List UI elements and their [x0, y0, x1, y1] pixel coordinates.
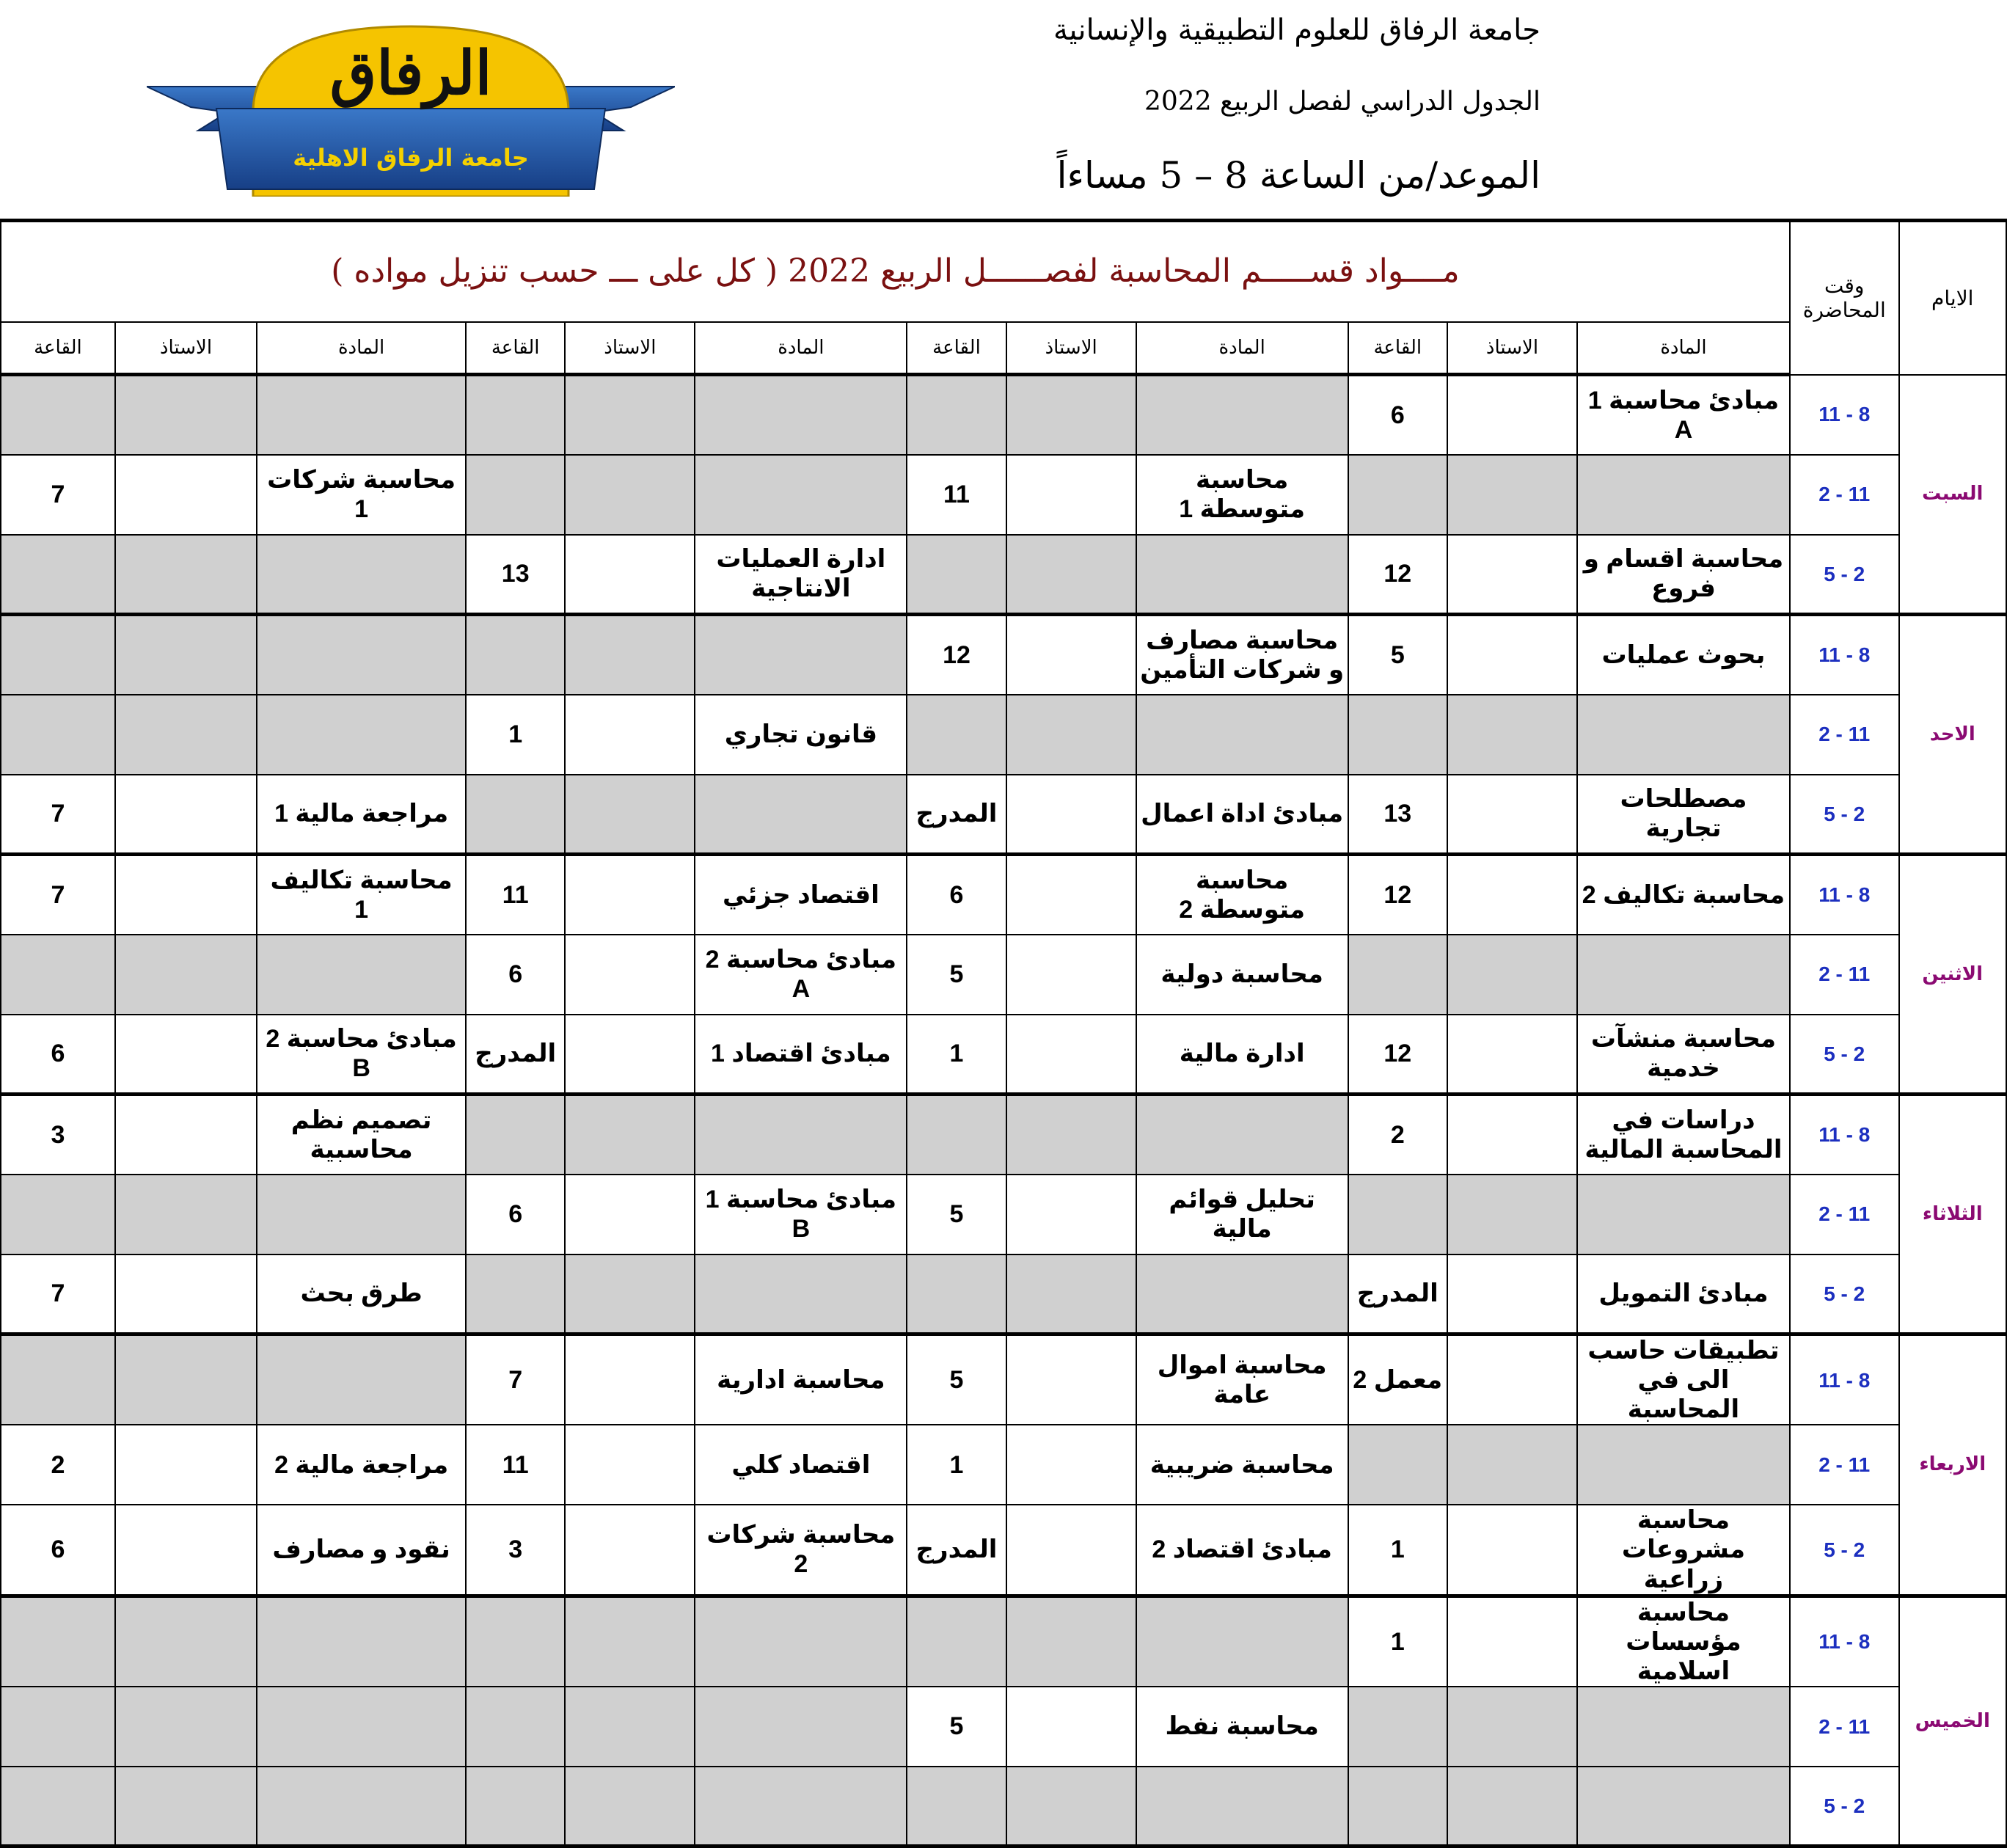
- subject-cell: [695, 1095, 907, 1175]
- teacher-cell: [115, 695, 257, 775]
- subject-cell: [1136, 1095, 1348, 1175]
- subject-cell: [1577, 1425, 1790, 1505]
- time-slot: 11 - 2: [1790, 695, 1899, 775]
- room-header: القاعة: [1, 322, 115, 375]
- teacher-cell: [1006, 855, 1136, 935]
- room-cell: [466, 455, 565, 535]
- teacher-cell: [1006, 1334, 1136, 1425]
- room-cell: المدرج: [907, 775, 1006, 855]
- schedule-row: [1, 1767, 2006, 1847]
- schedule-row: [1, 1687, 2006, 1767]
- subject-cell: تصميم نظم محاسبية: [257, 1095, 466, 1175]
- room-cell: [907, 1767, 1006, 1847]
- teacher-cell: [115, 855, 257, 935]
- teacher-cell: [1006, 375, 1136, 455]
- teacher-cell: [1447, 1254, 1577, 1334]
- subject-cell: [257, 695, 466, 775]
- subject-header: المادة: [257, 322, 466, 375]
- subject-cell: طرق بحث: [257, 1254, 466, 1334]
- subject-cell: [257, 935, 466, 1015]
- teacher-header: الاستاذ: [1006, 322, 1136, 375]
- subject-cell: محاسبة اموال عامة: [1136, 1334, 1348, 1425]
- room-cell: 6: [466, 935, 565, 1015]
- teacher-cell: [115, 1505, 257, 1596]
- schedule-row: [1, 455, 2006, 535]
- room-cell: 1: [907, 1425, 1006, 1505]
- subject-cell: محاسبة نفط: [1136, 1687, 1348, 1767]
- subject-cell: مصطلحات تجارية: [1577, 775, 1790, 855]
- teacher-cell: [565, 1254, 695, 1334]
- room-cell: [1, 1767, 115, 1847]
- room-cell: 7: [1, 775, 115, 855]
- time-slot: 2 - 5: [1790, 535, 1899, 615]
- teacher-cell: [115, 1767, 257, 1847]
- room-cell: 6: [1348, 375, 1447, 455]
- room-cell: [466, 1767, 565, 1847]
- teacher-cell: [1447, 1334, 1577, 1425]
- teacher-cell: [115, 1015, 257, 1095]
- time-slot: 11 - 2: [1790, 1425, 1899, 1505]
- room-cell: المدرج: [907, 1505, 1006, 1596]
- room-cell: [466, 375, 565, 455]
- teacher-cell: [565, 455, 695, 535]
- time-slot: 2 - 5: [1790, 1505, 1899, 1596]
- subject-header: المادة: [1577, 322, 1790, 375]
- schedule-body: [1, 375, 2006, 1847]
- time-slot: 8 - 11: [1790, 855, 1899, 935]
- subject-header: المادة: [695, 322, 907, 375]
- room-cell: [907, 535, 1006, 615]
- room-cell: [1, 935, 115, 1015]
- room-cell: [1, 695, 115, 775]
- table-title: مــــواد قســـــم المحاسبة لفصــــــل الربيع 2022 ( كل على ـــ حسب تنزيل مواده ): [1, 221, 1790, 322]
- subject-cell: محاسبة تكاليف 2: [1577, 855, 1790, 935]
- subject-cell: محاسبة ضريبية: [1136, 1425, 1348, 1505]
- subject-cell: [695, 775, 907, 855]
- room-cell: 7: [1, 455, 115, 535]
- teacher-cell: [115, 455, 257, 535]
- room-cell: [466, 1254, 565, 1334]
- subject-cell: ادارة العمليات الانتاجية: [695, 535, 907, 615]
- subject-cell: [257, 535, 466, 615]
- subject-cell: مبادئ محاسبة 2 B: [257, 1015, 466, 1095]
- room-cell: [1, 1596, 115, 1687]
- teacher-cell: [565, 695, 695, 775]
- subject-cell: [1577, 455, 1790, 535]
- subject-cell: [257, 1334, 466, 1425]
- room-header: القاعة: [466, 322, 565, 375]
- teacher-cell: [565, 1687, 695, 1767]
- time-column-header: وقت المحاضرة: [1790, 221, 1899, 375]
- teacher-cell: [565, 775, 695, 855]
- room-cell: 5: [907, 935, 1006, 1015]
- time-slot: 2 - 5: [1790, 775, 1899, 855]
- subject-cell: محاسبة دولية: [1136, 935, 1348, 1015]
- teacher-cell: [1447, 855, 1577, 935]
- room-cell: 2: [1348, 1095, 1447, 1175]
- subject-cell: [257, 1596, 466, 1687]
- teacher-cell: [1447, 695, 1577, 775]
- subject-cell: قانون تجاري: [695, 695, 907, 775]
- teacher-cell: [1006, 695, 1136, 775]
- teacher-cell: [1006, 1095, 1136, 1175]
- teacher-cell: [1447, 775, 1577, 855]
- room-cell: 3: [1, 1095, 115, 1175]
- teacher-cell: [115, 1596, 257, 1687]
- subject-cell: بحوث عمليات: [1577, 615, 1790, 695]
- teacher-cell: [115, 1334, 257, 1425]
- teacher-cell: [115, 375, 257, 455]
- university-logo: [147, 21, 675, 197]
- time-slot: 8 - 11: [1790, 1596, 1899, 1687]
- subject-cell: [257, 375, 466, 455]
- subject-cell: محاسبة ادارية: [695, 1334, 907, 1425]
- room-cell: 6: [1, 1015, 115, 1095]
- room-cell: [907, 1254, 1006, 1334]
- teacher-header: الاستاذ: [1447, 322, 1577, 375]
- teacher-cell: [565, 1175, 695, 1254]
- subject-cell: [257, 1175, 466, 1254]
- room-cell: [1348, 455, 1447, 535]
- time-slot: 2 - 5: [1790, 1254, 1899, 1334]
- time-slot: 11 - 2: [1790, 1175, 1899, 1254]
- subject-cell: محاسبة شركات 1: [257, 455, 466, 535]
- subject-cell: مبادئ محاسبة 1 A: [1577, 375, 1790, 455]
- subject-cell: محاسبة تكاليف 1: [257, 855, 466, 935]
- schedule-row: [1, 855, 2006, 935]
- room-cell: [1348, 1175, 1447, 1254]
- teacher-cell: [1447, 1767, 1577, 1847]
- subject-cell: [695, 1596, 907, 1687]
- teacher-header: الاستاذ: [565, 322, 695, 375]
- teacher-cell: [565, 855, 695, 935]
- time-slot: 11 - 2: [1790, 935, 1899, 1015]
- room-cell: المدرج: [1348, 1254, 1447, 1334]
- room-cell: 12: [1348, 535, 1447, 615]
- schedule-row: [1, 1334, 2006, 1425]
- schedule-row: [1, 615, 2006, 695]
- subject-cell: [695, 375, 907, 455]
- subject-cell: مراجعة مالية 2: [257, 1425, 466, 1505]
- subject-cell: [1577, 935, 1790, 1015]
- subject-cell: مبادئ اقتصاد 2: [1136, 1505, 1348, 1596]
- room-cell: [466, 1687, 565, 1767]
- teacher-cell: [1006, 1425, 1136, 1505]
- room-cell: المدرج: [466, 1015, 565, 1095]
- room-cell: 12: [907, 615, 1006, 695]
- room-cell: 7: [1, 855, 115, 935]
- schedule-row: [1, 1505, 2006, 1596]
- teacher-cell: [565, 1015, 695, 1095]
- teacher-cell: [1006, 1175, 1136, 1254]
- teacher-cell: [115, 1175, 257, 1254]
- teacher-cell: [1447, 1175, 1577, 1254]
- room-cell: 5: [1348, 615, 1447, 695]
- teacher-cell: [1447, 935, 1577, 1015]
- subject-cell: مبادئ محاسبة 2 A: [695, 935, 907, 1015]
- room-cell: 1: [1348, 1505, 1447, 1596]
- teacher-cell: [1447, 1015, 1577, 1095]
- subject-cell: محاسبة اقسام و فروع: [1577, 535, 1790, 615]
- room-cell: [907, 695, 1006, 775]
- subject-cell: [1577, 1175, 1790, 1254]
- room-cell: 5: [907, 1175, 1006, 1254]
- subject-cell: محاسبة مشروعات زراعية: [1577, 1505, 1790, 1596]
- schedule-row: [1, 1254, 2006, 1334]
- room-cell: 1: [466, 695, 565, 775]
- subject-cell: [1136, 1767, 1348, 1847]
- schedule-row: [1, 535, 2006, 615]
- schedule-subtitle: الجدول الدراسي لفصل الربيع 2022: [1144, 87, 1540, 117]
- schedule-row: [1, 935, 2006, 1015]
- subject-cell: [695, 455, 907, 535]
- room-cell: 13: [1348, 775, 1447, 855]
- room-cell: [1348, 695, 1447, 775]
- time-slot: 2 - 5: [1790, 1767, 1899, 1847]
- teacher-cell: [1447, 535, 1577, 615]
- room-cell: [1348, 935, 1447, 1015]
- logo-banner-text: جامعة الرفاق الاهلية: [293, 144, 529, 172]
- teacher-cell: [1447, 1687, 1577, 1767]
- teacher-cell: [565, 1767, 695, 1847]
- room-cell: 11: [466, 855, 565, 935]
- time-slot: 8 - 11: [1790, 375, 1899, 455]
- day-label: الاثنين: [1899, 855, 2007, 1095]
- time-slot: 11 - 2: [1790, 1687, 1899, 1767]
- subject-cell: نقود و مصارف: [257, 1505, 466, 1596]
- room-cell: 2: [1, 1425, 115, 1505]
- room-cell: 5: [907, 1334, 1006, 1425]
- schedule-time-range: الموعد/من الساعة 8 – 5 مساءاً: [1056, 154, 1540, 197]
- subject-cell: دراسات في المحاسبة المالية: [1577, 1095, 1790, 1175]
- day-label: الاحد: [1899, 615, 2007, 855]
- room-cell: 7: [466, 1334, 565, 1425]
- room-cell: 5: [907, 1687, 1006, 1767]
- subject-cell: مراجعة مالية 1: [257, 775, 466, 855]
- teacher-cell: [115, 615, 257, 695]
- subject-cell: [1577, 695, 1790, 775]
- teacher-cell: [1447, 375, 1577, 455]
- teacher-cell: [1006, 1596, 1136, 1687]
- room-cell: 6: [1, 1505, 115, 1596]
- teacher-cell: [565, 375, 695, 455]
- room-cell: [1348, 1767, 1447, 1847]
- room-cell: 7: [1, 1254, 115, 1334]
- room-header: القاعة: [907, 322, 1006, 375]
- teacher-cell: [565, 1095, 695, 1175]
- teacher-cell: [1447, 1425, 1577, 1505]
- day-label: السبت: [1899, 375, 2007, 615]
- subject-cell: محاسبة مصارف و شركات التأمين: [1136, 615, 1348, 695]
- day-label: الثلاثاء: [1899, 1095, 2007, 1334]
- subject-cell: [695, 1687, 907, 1767]
- room-cell: 12: [1348, 855, 1447, 935]
- room-cell: 11: [466, 1425, 565, 1505]
- room-cell: [1348, 1425, 1447, 1505]
- room-cell: 13: [466, 535, 565, 615]
- teacher-cell: [1447, 1596, 1577, 1687]
- room-cell: [466, 1095, 565, 1175]
- time-slot: 11 - 2: [1790, 455, 1899, 535]
- room-cell: 12: [1348, 1015, 1447, 1095]
- schedule-row: [1, 1015, 2006, 1095]
- teacher-header: الاستاذ: [115, 322, 257, 375]
- schedule-row: [1, 695, 2006, 775]
- teacher-cell: [1447, 1505, 1577, 1596]
- subject-cell: محاسبة مؤسسات اسلامية: [1577, 1596, 1790, 1687]
- day-label: الاربعاء: [1899, 1334, 2007, 1596]
- subject-cell: [1136, 535, 1348, 615]
- teacher-cell: [1006, 1505, 1136, 1596]
- room-cell: [907, 1095, 1006, 1175]
- teacher-cell: [565, 935, 695, 1015]
- time-slot: 8 - 11: [1790, 615, 1899, 695]
- subject-cell: مبادئ محاسبة 1 B: [695, 1175, 907, 1254]
- room-cell: 6: [466, 1175, 565, 1254]
- room-cell: [1348, 1687, 1447, 1767]
- teacher-cell: [1447, 615, 1577, 695]
- room-cell: [466, 1596, 565, 1687]
- subject-header: المادة: [1136, 322, 1348, 375]
- teacher-cell: [1006, 1687, 1136, 1767]
- subject-cell: محاسبة متوسطة 2: [1136, 855, 1348, 935]
- room-cell: 3: [466, 1505, 565, 1596]
- teacher-cell: [115, 1687, 257, 1767]
- sub-header-row: [1, 322, 2006, 375]
- subject-cell: مبادئ التمويل: [1577, 1254, 1790, 1334]
- teacher-cell: [115, 935, 257, 1015]
- subject-cell: [257, 615, 466, 695]
- schedule-table: [0, 219, 2007, 1848]
- teacher-cell: [565, 535, 695, 615]
- room-cell: معمل 2: [1348, 1334, 1447, 1425]
- room-cell: [1, 1175, 115, 1254]
- subject-cell: [257, 1687, 466, 1767]
- teacher-cell: [1447, 455, 1577, 535]
- logo-main-text: الرفاق: [329, 38, 492, 109]
- subject-cell: اقتصاد جزئي: [695, 855, 907, 935]
- teacher-cell: [115, 1095, 257, 1175]
- teacher-cell: [565, 1425, 695, 1505]
- teacher-cell: [115, 535, 257, 615]
- teacher-cell: [1006, 455, 1136, 535]
- subject-cell: محاسبة منشآت خدمية: [1577, 1015, 1790, 1095]
- time-slot: 2 - 5: [1790, 1015, 1899, 1095]
- room-header: القاعة: [1348, 322, 1447, 375]
- subject-cell: [1136, 695, 1348, 775]
- subject-cell: مبادئ اداة اعمال: [1136, 775, 1348, 855]
- teacher-cell: [1006, 535, 1136, 615]
- subject-cell: ادارة مالية: [1136, 1015, 1348, 1095]
- room-cell: 11: [907, 455, 1006, 535]
- room-cell: [907, 1596, 1006, 1687]
- teacher-cell: [565, 1334, 695, 1425]
- room-cell: [1, 615, 115, 695]
- room-cell: [1, 1687, 115, 1767]
- room-cell: [907, 375, 1006, 455]
- room-cell: [466, 775, 565, 855]
- subject-cell: اقتصاد كلي: [695, 1425, 907, 1505]
- subject-cell: [695, 1254, 907, 1334]
- teacher-cell: [1006, 615, 1136, 695]
- day-label: الخميس: [1899, 1596, 2007, 1847]
- teacher-cell: [115, 1254, 257, 1334]
- teacher-cell: [565, 1505, 695, 1596]
- teacher-cell: [1006, 1015, 1136, 1095]
- room-cell: [466, 615, 565, 695]
- room-cell: 1: [1348, 1596, 1447, 1687]
- room-cell: [1, 375, 115, 455]
- time-slot: 8 - 11: [1790, 1334, 1899, 1425]
- teacher-cell: [1447, 1095, 1577, 1175]
- subject-cell: مبادئ اقتصاد 1: [695, 1015, 907, 1095]
- schedule-row: [1, 775, 2006, 855]
- teacher-cell: [565, 1596, 695, 1687]
- teacher-cell: [1006, 1254, 1136, 1334]
- subject-cell: [695, 1767, 907, 1847]
- time-slot: 8 - 11: [1790, 1095, 1899, 1175]
- subject-cell: محاسبة متوسطة 1: [1136, 455, 1348, 535]
- teacher-cell: [115, 775, 257, 855]
- subject-cell: [257, 1767, 466, 1847]
- schedule-row: [1, 1175, 2006, 1254]
- days-column-header: الايام: [1899, 221, 2007, 375]
- subject-cell: [1577, 1687, 1790, 1767]
- schedule-row: [1, 375, 2006, 455]
- university-header: [954, 0, 1540, 213]
- schedule-row: [1, 1596, 2006, 1687]
- room-cell: [1, 535, 115, 615]
- teacher-cell: [115, 1425, 257, 1505]
- subject-cell: تطبيقات حاسب الى في المحاسبة: [1577, 1334, 1790, 1425]
- schedule-row: [1, 1425, 2006, 1505]
- subject-cell: [1136, 375, 1348, 455]
- subject-cell: [1136, 1254, 1348, 1334]
- teacher-cell: [1006, 1767, 1136, 1847]
- teacher-cell: [1006, 935, 1136, 1015]
- subject-cell: محاسبة شركات 2: [695, 1505, 907, 1596]
- subject-cell: [1577, 1767, 1790, 1847]
- subject-cell: [695, 615, 907, 695]
- subject-cell: تحليل قوائم مالية: [1136, 1175, 1348, 1254]
- teacher-cell: [565, 615, 695, 695]
- schedule-row: [1, 1095, 2006, 1175]
- room-cell: [1, 1334, 115, 1425]
- room-cell: 6: [907, 855, 1006, 935]
- teacher-cell: [1006, 775, 1136, 855]
- subject-cell: [1136, 1596, 1348, 1687]
- university-name: جامعة الرفاق للعلوم التطبيقية والإنسانية: [1053, 13, 1540, 47]
- room-cell: 1: [907, 1015, 1006, 1095]
